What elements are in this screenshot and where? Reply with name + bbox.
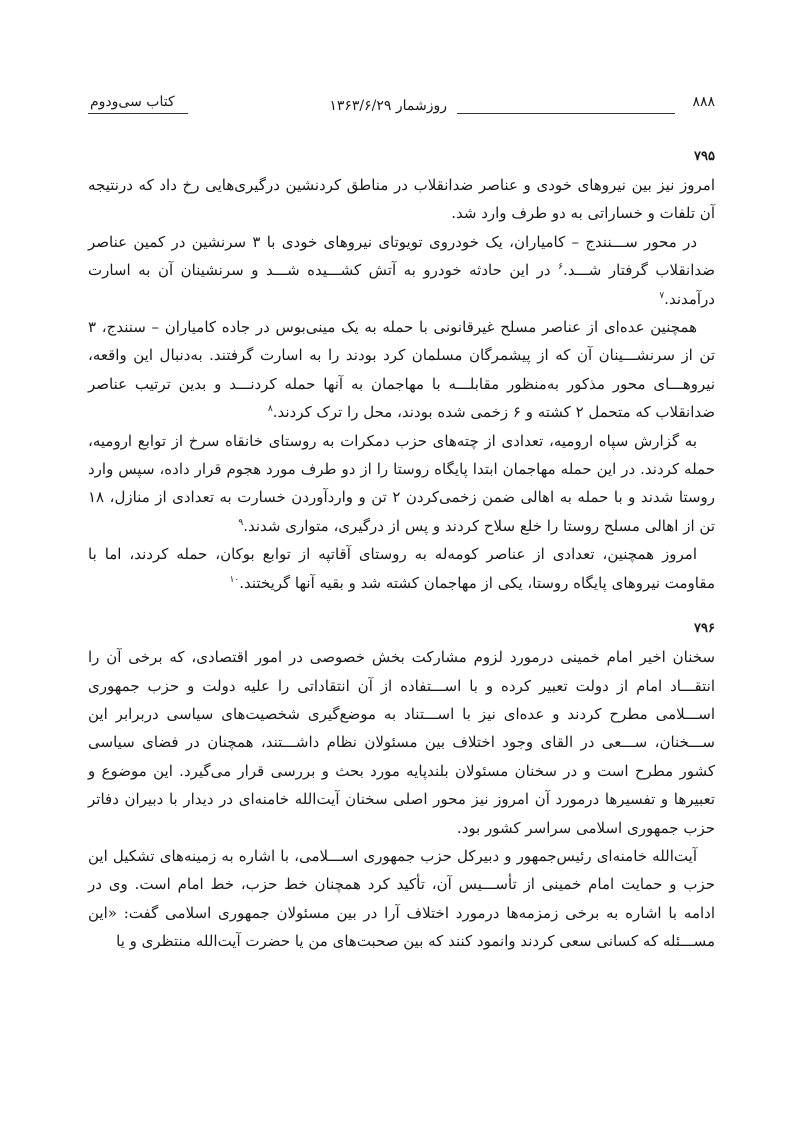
- header-date: روزشمار ۱۳۶۳/۶/۲۹: [329, 98, 447, 114]
- book-title: کتاب سی‌ودوم: [90, 94, 175, 110]
- paragraph: امروز همچنین، تعدادی از عناصر کومه‌له به روستای آقاتپه از توابع بوکان، حمله کردند، اما با مقاومت نیروهای پایگاه روستا، یکی از مهاجمان کشته شد و بقیه آنها گریختند.$^{۱۰}$: [88, 545, 715, 592]
- footnote-ref: ۸: [267, 404, 273, 415]
- paragraph: سخنان اخیر امام خمینی درمورد لزوم مشارکت بخش خصوصی در امور اقتصادی، که برخی آن را انتقـــاد امام از دولت تعبیر کرده و با اســـتفاده از آن انتقاداتی را علیه دولت و حزب جمهوری اســـلامی مطرح کردند و عده‌ای نیز با اســـتناد به موضع‌گیری شخصیت‌های سیاسی دربرابر این ســـخنان، ســـعی در القای وجود اختلاف بین مسئولان نظام داشـــتند، همچنان در فضای سیاسی کشور مطرح است و در سخنان مسئولان بلندپایه مورد بحث و بررسی قرار می‌گیرد. این موضوع و تعبیرها و تفسیرها درمورد آن امروز نیز محور اصلی سخنان آیت‌الله خامنه‌ای در دیدار با دبیران دفاتر حزب جمهوری اسلامی سراسر کشور بود.: [88, 648, 715, 837]
- footnote-ref: ۱۰: [229, 574, 240, 585]
- paragraph: در محور ســـنندج – کامیاران، یک خودروی تویوتای نیروهای خودی با ۳ سرنشین در کمین عناصر ضدانقلاب گرفتار شـــد.$^۶$ در این حادثه خودرو به آتش کشـــیده شـــد و سرنشینان آن به اسارت درآمدند.$^۷$: [88, 232, 715, 308]
- paragraph: امروز نیز بین نیروهای خودی و عناصر ضدانقلاب در مناطق کردنشین درگیری‌هایی رخ داد که درنتیجه آن تلفات و خساراتی به دو طرف وارد شد.: [88, 176, 715, 223]
- paragraph: همچنین عده‌ای از عناصر مسلح غیرقانونی با حمله به یک مینی‌بوس در جاده کامیاران – سنندج، ۳ تن از سرنشـــینان آن که از پیشمرگان مسلمان کرد بودند را به اسارت گرفتند. به‌دنبال این واقعه، نیروهـــای محور مذکور به‌منظور مقابلـــه با مهاجمان به آنها حمله کردنـــد و بدین ترتیب عناصر ضدانقلاب که متحمل ۲ کشته و ۶ زخمی شده بودند، محل را ترک کردند.$^۸$: [88, 318, 715, 422]
- entry-number: ۷۹۶: [694, 621, 715, 637]
- page-body: [88, 145, 715, 956]
- footnote-ref: ۶: [558, 262, 563, 273]
- paragraph: به گزارش سپاه ارومیه، تعدادی از چته‌های حزب دمکرات به روستای خانقاه سرخ از توابع ارومیه، حمله کردند. در این حمله مهاجمان ابتدا پایگاه روستا را از دو طرف مورد هجوم قرار داده، سپس وارد روستا شدند و با حمله به اهالی ضمن زخمی‌کردن ۲ تن و واردآوردن خسارت به تعدادی از منازل، ۱۸ تن از اهالی مسلح روستا را خلع سلاح کردند و پس از درگیری، متواری شدند.$^۹$: [88, 431, 715, 535]
- page-number: ۸۸۸: [692, 94, 715, 110]
- entry-796: [88, 617, 715, 955]
- footnote-ref: ۹: [238, 517, 244, 528]
- entry-795: [88, 145, 715, 597]
- header-rule: [457, 113, 675, 114]
- footnote-ref: ۷: [659, 290, 665, 301]
- running-header: [88, 92, 715, 120]
- entry-number: ۷۹۵: [694, 149, 715, 164]
- paragraph: آیت‌الله خامنه‌ای رئیس‌جمهور و دبیرکل حزب جمهوری اســـلامی، با اشاره به زمینه‌های تشکیل این حزب و حمایت امام خمینی از تأســـیس آن، تأکید کرد همچنان خط حزب، خط امام است. وی در ادامه با اشاره به برخی زمزمه‌ها درمورد اختلاف آرا در بین مسئولان جمهوری اسلامی گفت: «این مســـئله که کسانی سعی کردند وانمود کنند که بین صحبت‌های من یا حضرت آیت‌الله منتظری و یا: [88, 846, 715, 951]
- header-rule-left: [88, 113, 188, 114]
